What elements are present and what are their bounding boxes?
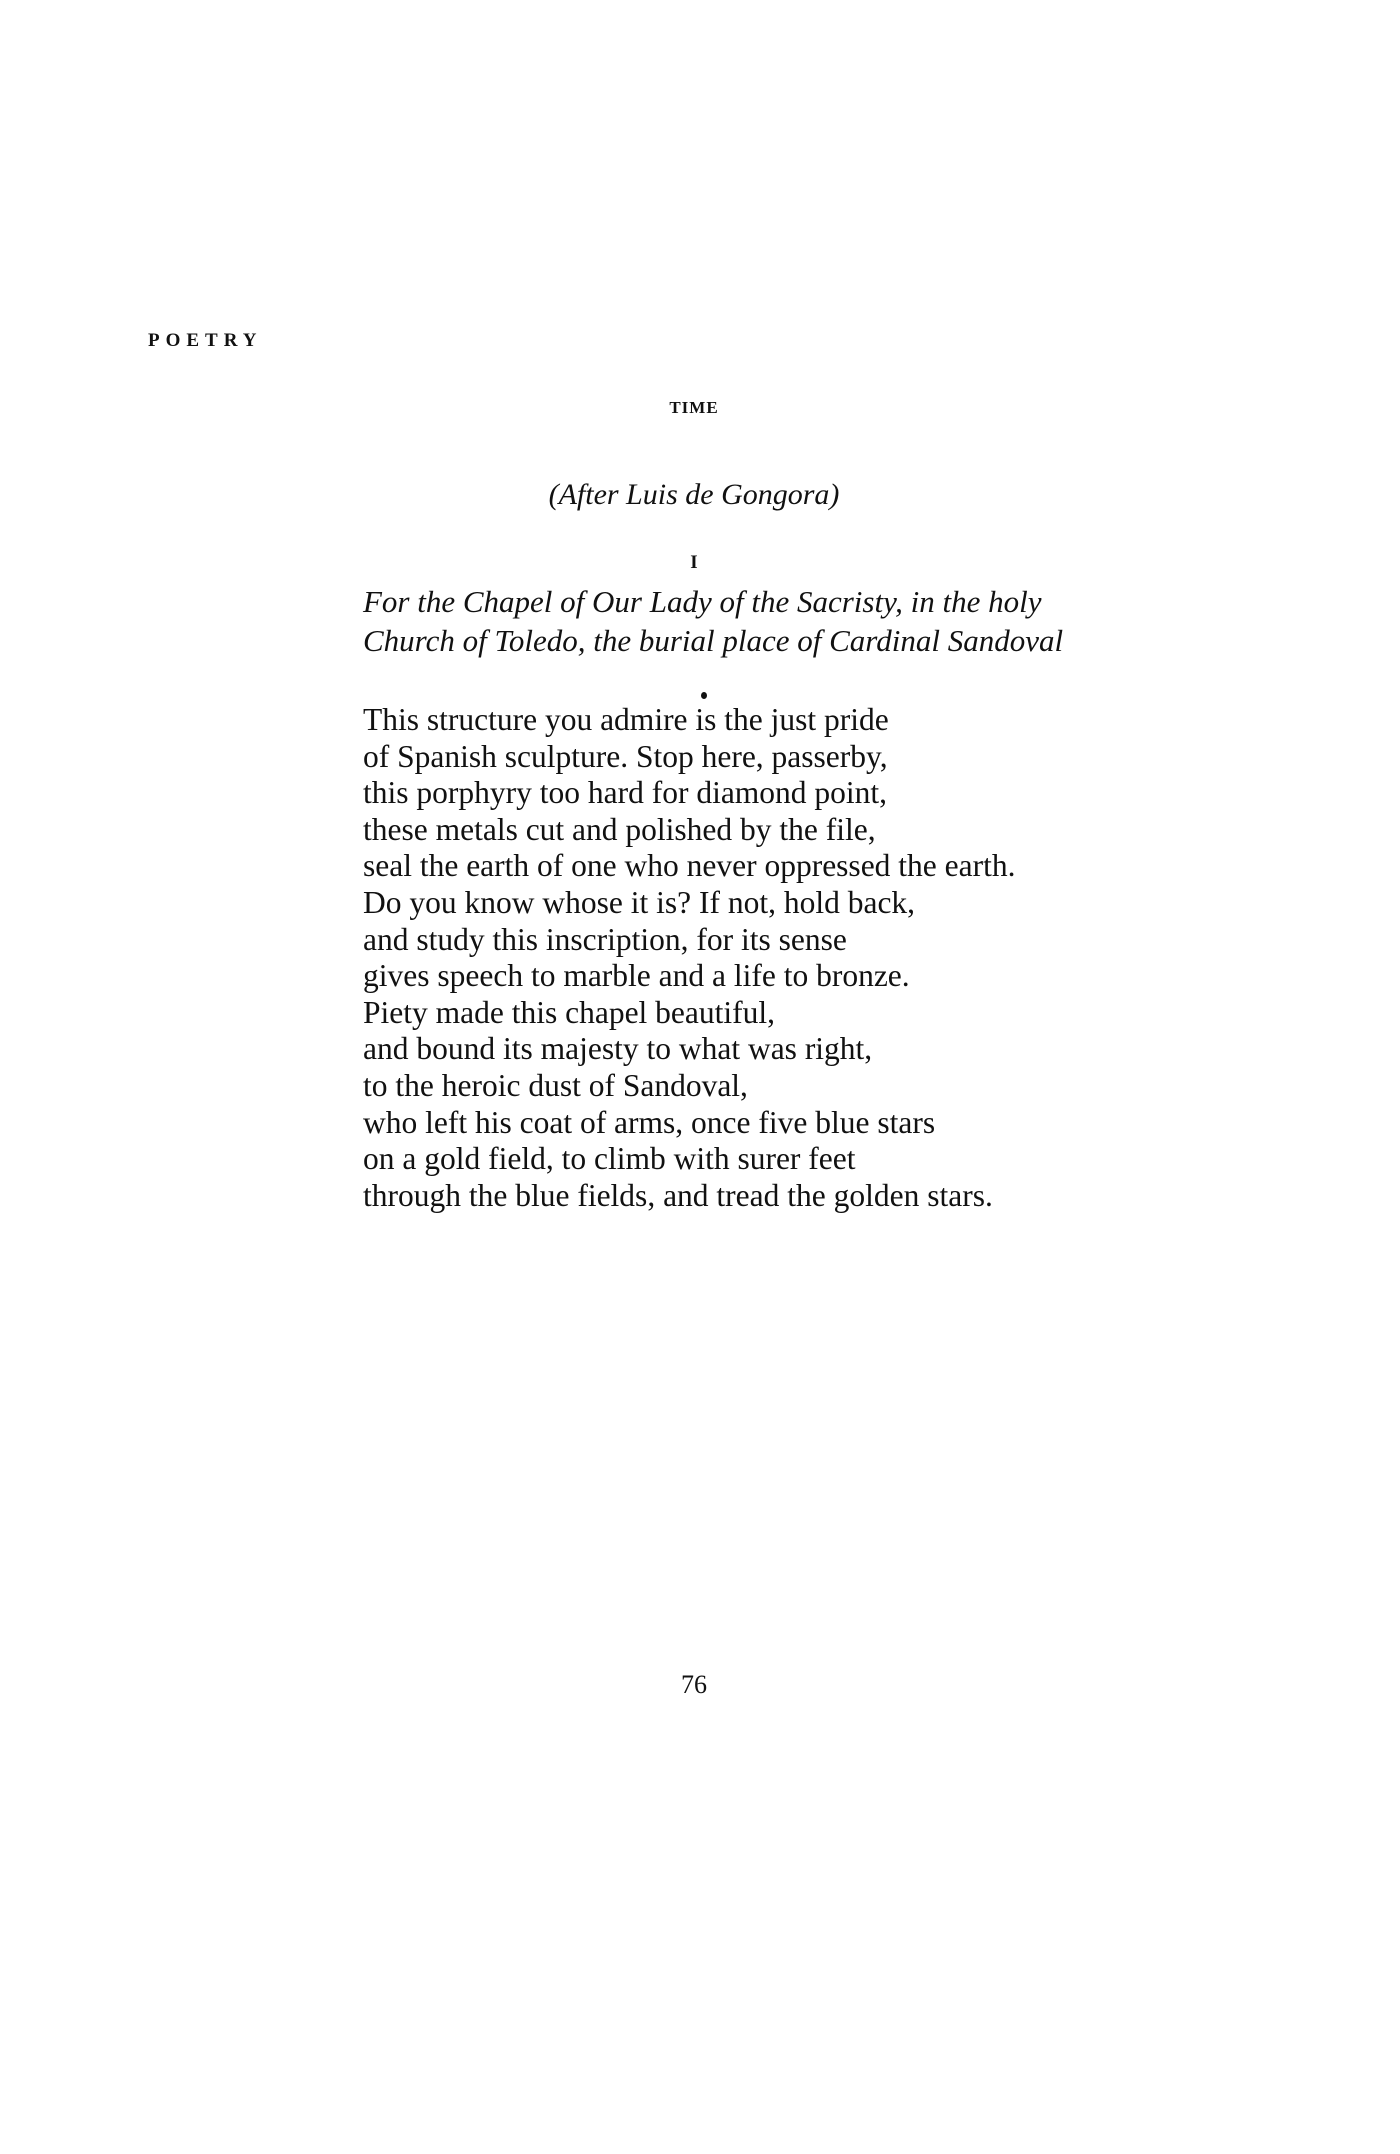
poem-line: on a gold field, to climb with surer feet	[363, 1141, 856, 1177]
dedication	[363, 582, 1063, 660]
poem-line: this porphyry too hard for diamond point,	[363, 775, 888, 811]
section-number: I	[690, 552, 698, 573]
poem-line: Do you know whose it is? If not, hold back,	[363, 884, 916, 920]
poem-line: through the blue fields, and tread the golden stars.	[363, 1177, 993, 1213]
poem-line: who left his coat of arms, once five blue stars	[363, 1104, 936, 1140]
dedication-line: For the Chapel of Our Lady of the Sacristy, in the holy	[363, 584, 1042, 619]
poem-title: TIME	[669, 398, 719, 417]
running-head: POETRY	[148, 330, 263, 351]
poem-line: gives speech to marble and a life to bronze.	[363, 958, 910, 994]
poem-body	[363, 702, 1016, 1214]
poem-line: to the heroic dust of Sandoval,	[363, 1067, 748, 1103]
ornament-dot-icon	[701, 692, 707, 699]
dedication-line: Church of Toledo, the burial place of Cardinal Sandoval	[363, 623, 1064, 658]
poem-line: these metals cut and polished by the file,	[363, 811, 876, 847]
poem-line: and study this inscription, for its sense	[363, 921, 847, 957]
poem-line: seal the earth of one who never oppressed the earth.	[363, 848, 1016, 884]
poem-subtitle: (After Luis de Gongora)	[548, 478, 840, 511]
poem-line: Piety made this chapel beautiful,	[363, 994, 776, 1030]
poem-line: and bound its majesty to what was right,	[363, 1031, 873, 1067]
page-number: 76	[681, 1670, 707, 1699]
poem-line: of Spanish sculpture. Stop here, passerby,	[363, 738, 888, 774]
poem-line: This structure you admire is the just pride	[363, 702, 889, 737]
